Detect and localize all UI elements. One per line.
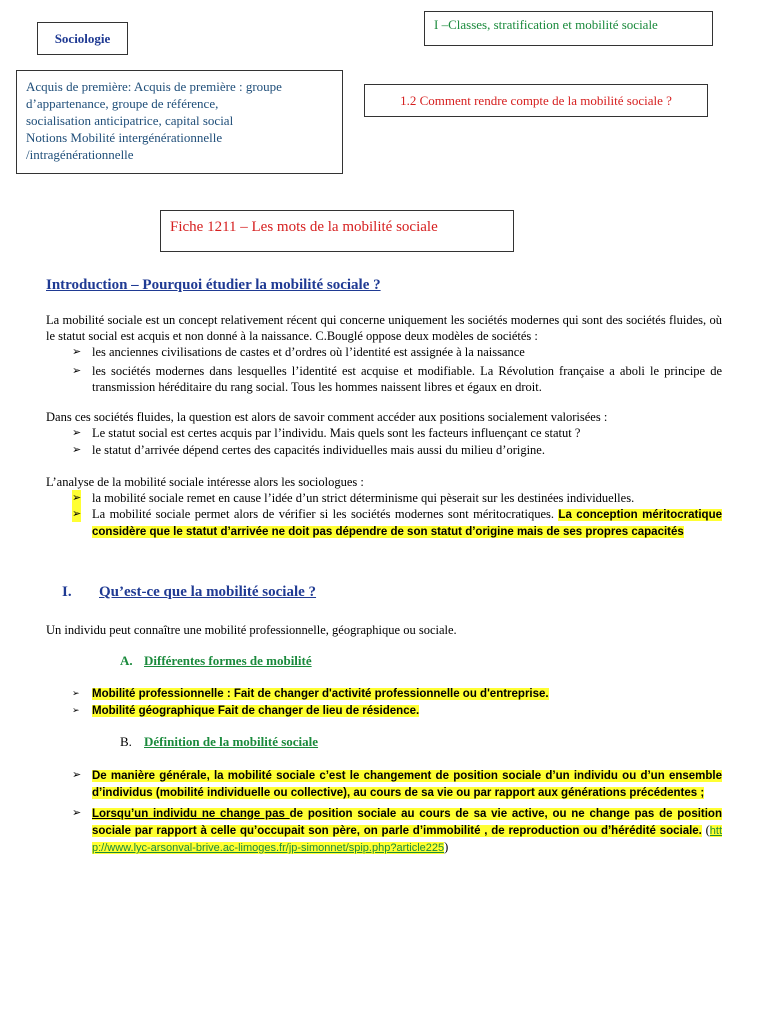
arrow-bullet-icon: ➢ [72, 364, 82, 377]
list-item [72, 685, 722, 702]
intro-paragraph-2: Dans ces sociétés fluides, la question est alors de savoir comment accéder aux positions socialement valorisées : [46, 410, 608, 424]
fiche-title: Fiche 1211 – Les mots de la mobilité sociale [170, 219, 438, 235]
prerequisites-box [16, 70, 343, 174]
list-item-text: La mobilité sociale permet alors de vérifier si les sociétés modernes sont méritocratiques. [92, 507, 559, 521]
prerequisites-text [17, 71, 342, 163]
list-item [72, 767, 722, 801]
intro-paragraph-1: La mobilité sociale est un concept relativement récent qui concerne uniquement les sociétés modernes qui sont des sociétés fluides, où le statut social est acquis et non donné à la naissance. C.Bouglé oppose deux modèles de sociétés : [46, 313, 722, 343]
mobility-geographic-text: Mobilité géographique Fait de changer de lieu de résidence. [92, 705, 420, 717]
arrow-bullet-icon: ➢ [72, 706, 80, 716]
intro-list-1 [72, 344, 722, 395]
arrow-bullet-icon: ➢ [72, 426, 82, 439]
arrow-bullet-icon: ➢ [72, 806, 82, 819]
mobility-forms-list [72, 685, 722, 719]
link-paren-open: ( [701, 823, 710, 837]
link-paren-close: ) [444, 840, 449, 854]
list-item-text: la mobilité sociale remet en cause l’idée d’un strict déterminisme qui pèserait sur les destinées individuelles. [92, 491, 635, 505]
intro-heading: Introduction – Pourquoi étudier la mobilité sociale ? [46, 277, 381, 293]
list-item-text: Le statut social est certes acquis par l’individu. Mais quels sont les facteurs influençant ce statut ? [92, 426, 581, 440]
list-item [72, 805, 722, 856]
list-item-text: le statut d’arrivée dépend certes des capacités individuelles mais aussi du milieu d’origine. [92, 443, 545, 457]
arrow-bullet-icon: ➢ [72, 768, 82, 781]
arrow-bullet-icon: ➢ [72, 507, 82, 520]
question-box [364, 84, 708, 117]
list-item [72, 702, 722, 719]
list-item [72, 506, 722, 540]
prereq-line: Notions Mobilité intergénérationnelle [26, 130, 223, 145]
highlighted-definition: La conception méritocratique considère que le statut d’arrivée ne doit pas dépendre de son statut d’origine mais de ses propres capacités [92, 509, 722, 538]
chapter-box [424, 11, 713, 46]
prereq-line: Acquis de première: Acquis de première : groupe [26, 79, 282, 94]
question-label: 1.2 Comment rendre compte de la mobilité sociale ? [400, 93, 672, 108]
intro-list-3 [72, 490, 722, 540]
section-1-number: I. [62, 584, 72, 600]
subject-box [37, 22, 128, 55]
subsection-b-heading: Définition de la mobilité sociale [144, 734, 319, 749]
intro-paragraph-3: L’analyse de la mobilité sociale intéresse alors les sociologues : [46, 475, 364, 489]
list-item-text: les sociétés modernes dans lesquelles l’identité est acquise et modifiable. La Révolution française a aboli le principe de transmission héréditaire du rang social. Tous les hommes naissent libres et égaux en droit. [92, 364, 722, 394]
mobility-professional-text: Mobilité professionnelle : Fait de changer d'activité professionnelle ou d'entreprise. [92, 688, 549, 700]
list-item [72, 363, 722, 395]
arrow-bullet-icon: ➢ [72, 689, 80, 699]
arrow-bullet-icon: ➢ [72, 345, 82, 358]
subsection-a-letter: A. [120, 653, 133, 668]
section-1-paragraph: Un individu peut connaître une mobilité professionnelle, géographique ou sociale. [46, 623, 457, 637]
list-item [72, 490, 722, 506]
arrow-bullet-icon: ➢ [72, 491, 82, 504]
list-item [72, 344, 722, 360]
fiche-title-box [160, 210, 514, 252]
prereq-line: /intragénérationnelle [26, 147, 134, 162]
list-item [72, 425, 722, 441]
definition-text: De manière générale, la mobilité sociale c’est le changement de position sociale d’un individu ou d’un ensemble d’individus (mobilité individuelle ou collective), au cours de sa vie ou par rapport aux générations précédentes ; [92, 770, 722, 799]
definition-text: de position sociale au cours de sa vie active, ou ne change pas de position sociale par rapport à celle qu’occupait son père, on parle d’immobilité , de reproduction ou d’hérédité sociale. [92, 808, 722, 837]
chapter-label: I –Classes, stratification et mobilité sociale [434, 17, 658, 32]
social-mobility-definition-list [72, 767, 722, 856]
list-item-text: les anciennes civilisations de castes et d’ordres où l’identité est assignée à la naissance [92, 345, 525, 359]
section-1-heading: Qu’est-ce que la mobilité sociale ? [99, 584, 317, 600]
subsection-b-letter: B. [120, 734, 132, 749]
subsection-a-heading: Différentes formes de mobilité [144, 653, 312, 668]
prereq-line: socialisation anticipatrice, capital social [26, 113, 234, 128]
intro-list-2 [72, 425, 722, 458]
list-item [72, 442, 722, 458]
subject-label: Sociologie [54, 31, 111, 46]
source-link[interactable]: http://www.lyc-arsonval-brive.ac-limoges.fr/jp-simonnet/spip.php?article225 [92, 825, 722, 854]
arrow-bullet-icon: ➢ [72, 443, 82, 456]
underlined-definition-text: Lorsqu’un individu ne change pas [92, 808, 290, 820]
prereq-line: d’appartenance, groupe de référence, [26, 96, 219, 111]
